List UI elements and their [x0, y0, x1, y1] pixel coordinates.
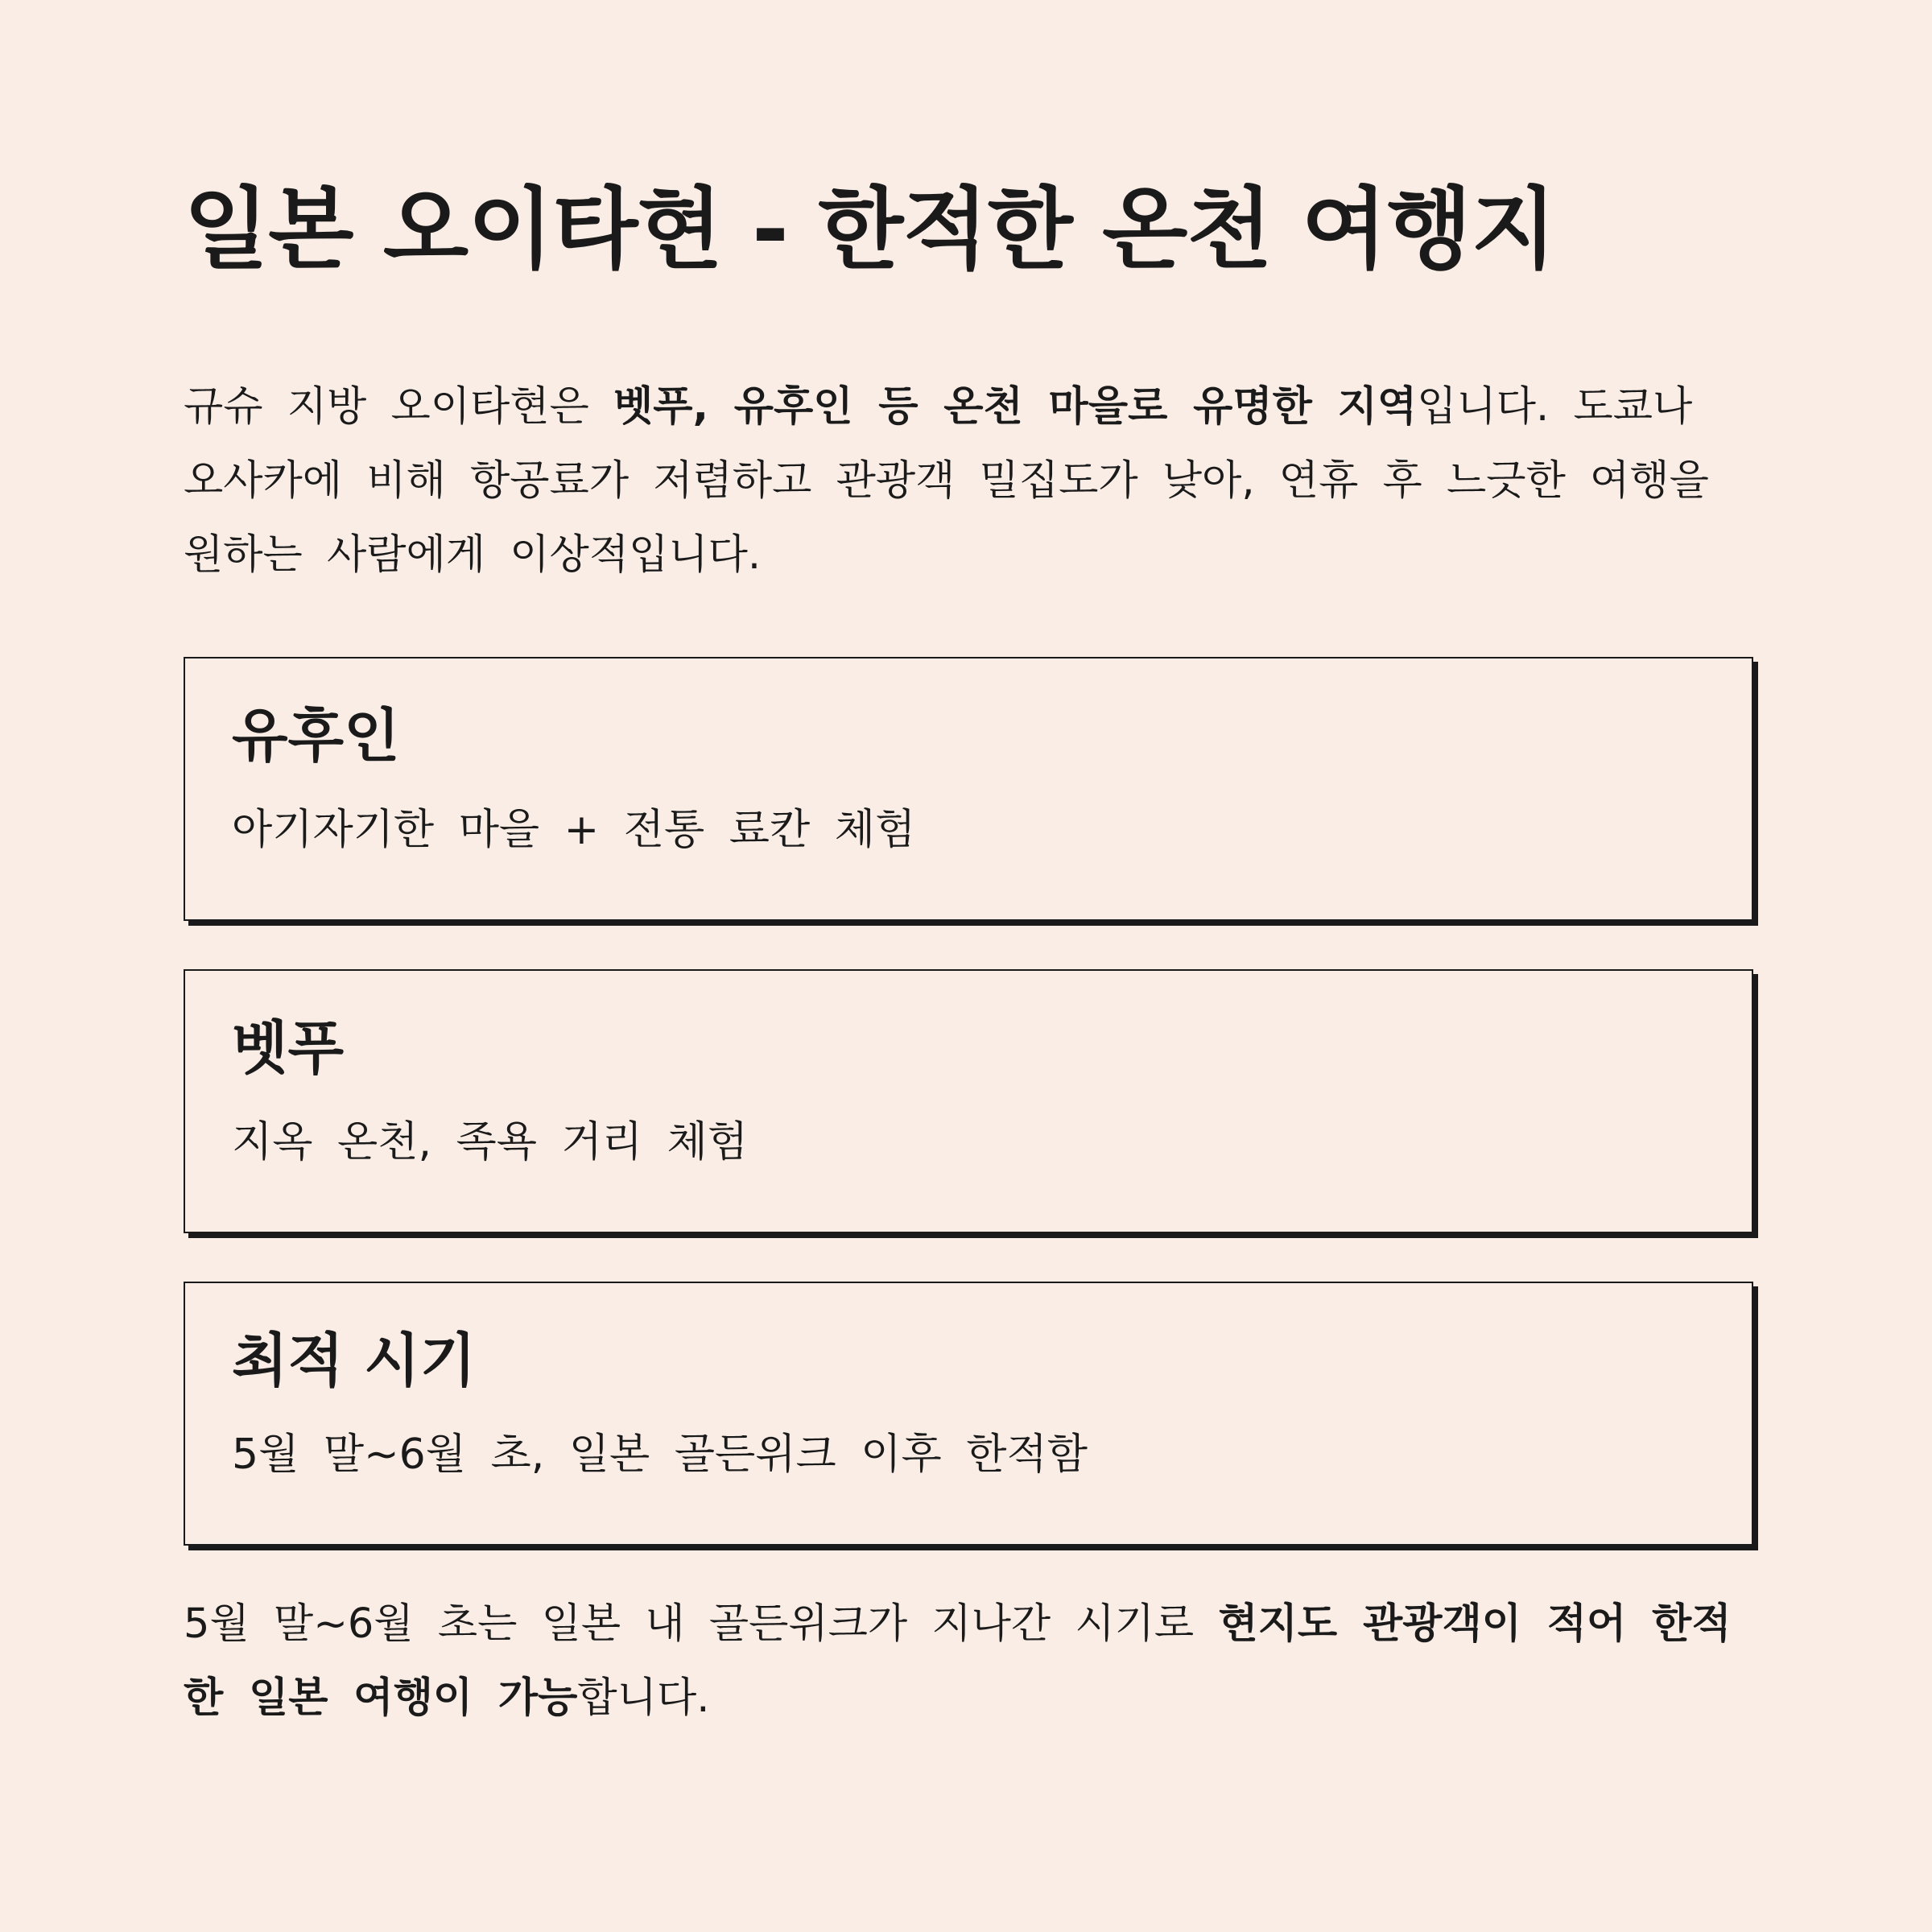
card-description: 아기자기한 마을 + 전통 료칸 체험	[232, 806, 916, 854]
card-title: 최적 시기	[232, 1327, 477, 1394]
outro-text-end: 합니다.	[577, 1674, 710, 1722]
card-description: 지옥 온천, 족욕 거리 체험	[232, 1118, 748, 1166]
intro-text-start: 규슈 지방 오이타현은	[184, 383, 614, 431]
article	[184, 169, 1753, 1736]
card-beppu	[184, 969, 1753, 1233]
outro-paragraph	[184, 1587, 1753, 1736]
page-title: 일본 오이타현 - 한적한 온천 여행지	[184, 178, 1556, 281]
card-title: 벳푸	[232, 1014, 345, 1082]
card-title: 유후인	[232, 702, 400, 770]
outro-text-start: 5월 말~6월 초는 일본 내 골든위크가 지나간 시기로	[184, 1600, 1219, 1648]
intro-paragraph	[184, 370, 1753, 592]
card-yufuin	[184, 657, 1753, 921]
intro-text-end: 입니다. 도쿄나 오사카에 비해 항공료가 저렴하고 관광객 밀집도가 낮아, 연휴 후 느긋한 여행을 원하는 사람에게 이상적입니다.	[184, 383, 1709, 579]
card-description: 5월 말~6월 초, 일본 골든위크 이후 한적함	[232, 1430, 1088, 1479]
intro-highlight: 벳푸, 유후인 등 온천 마을로 유명한 지역	[613, 383, 1418, 431]
card-best-season	[184, 1282, 1753, 1546]
outro-highlight: 현지도 관광객이 적어 한적한 일본 여행이 가능	[184, 1600, 1732, 1722]
